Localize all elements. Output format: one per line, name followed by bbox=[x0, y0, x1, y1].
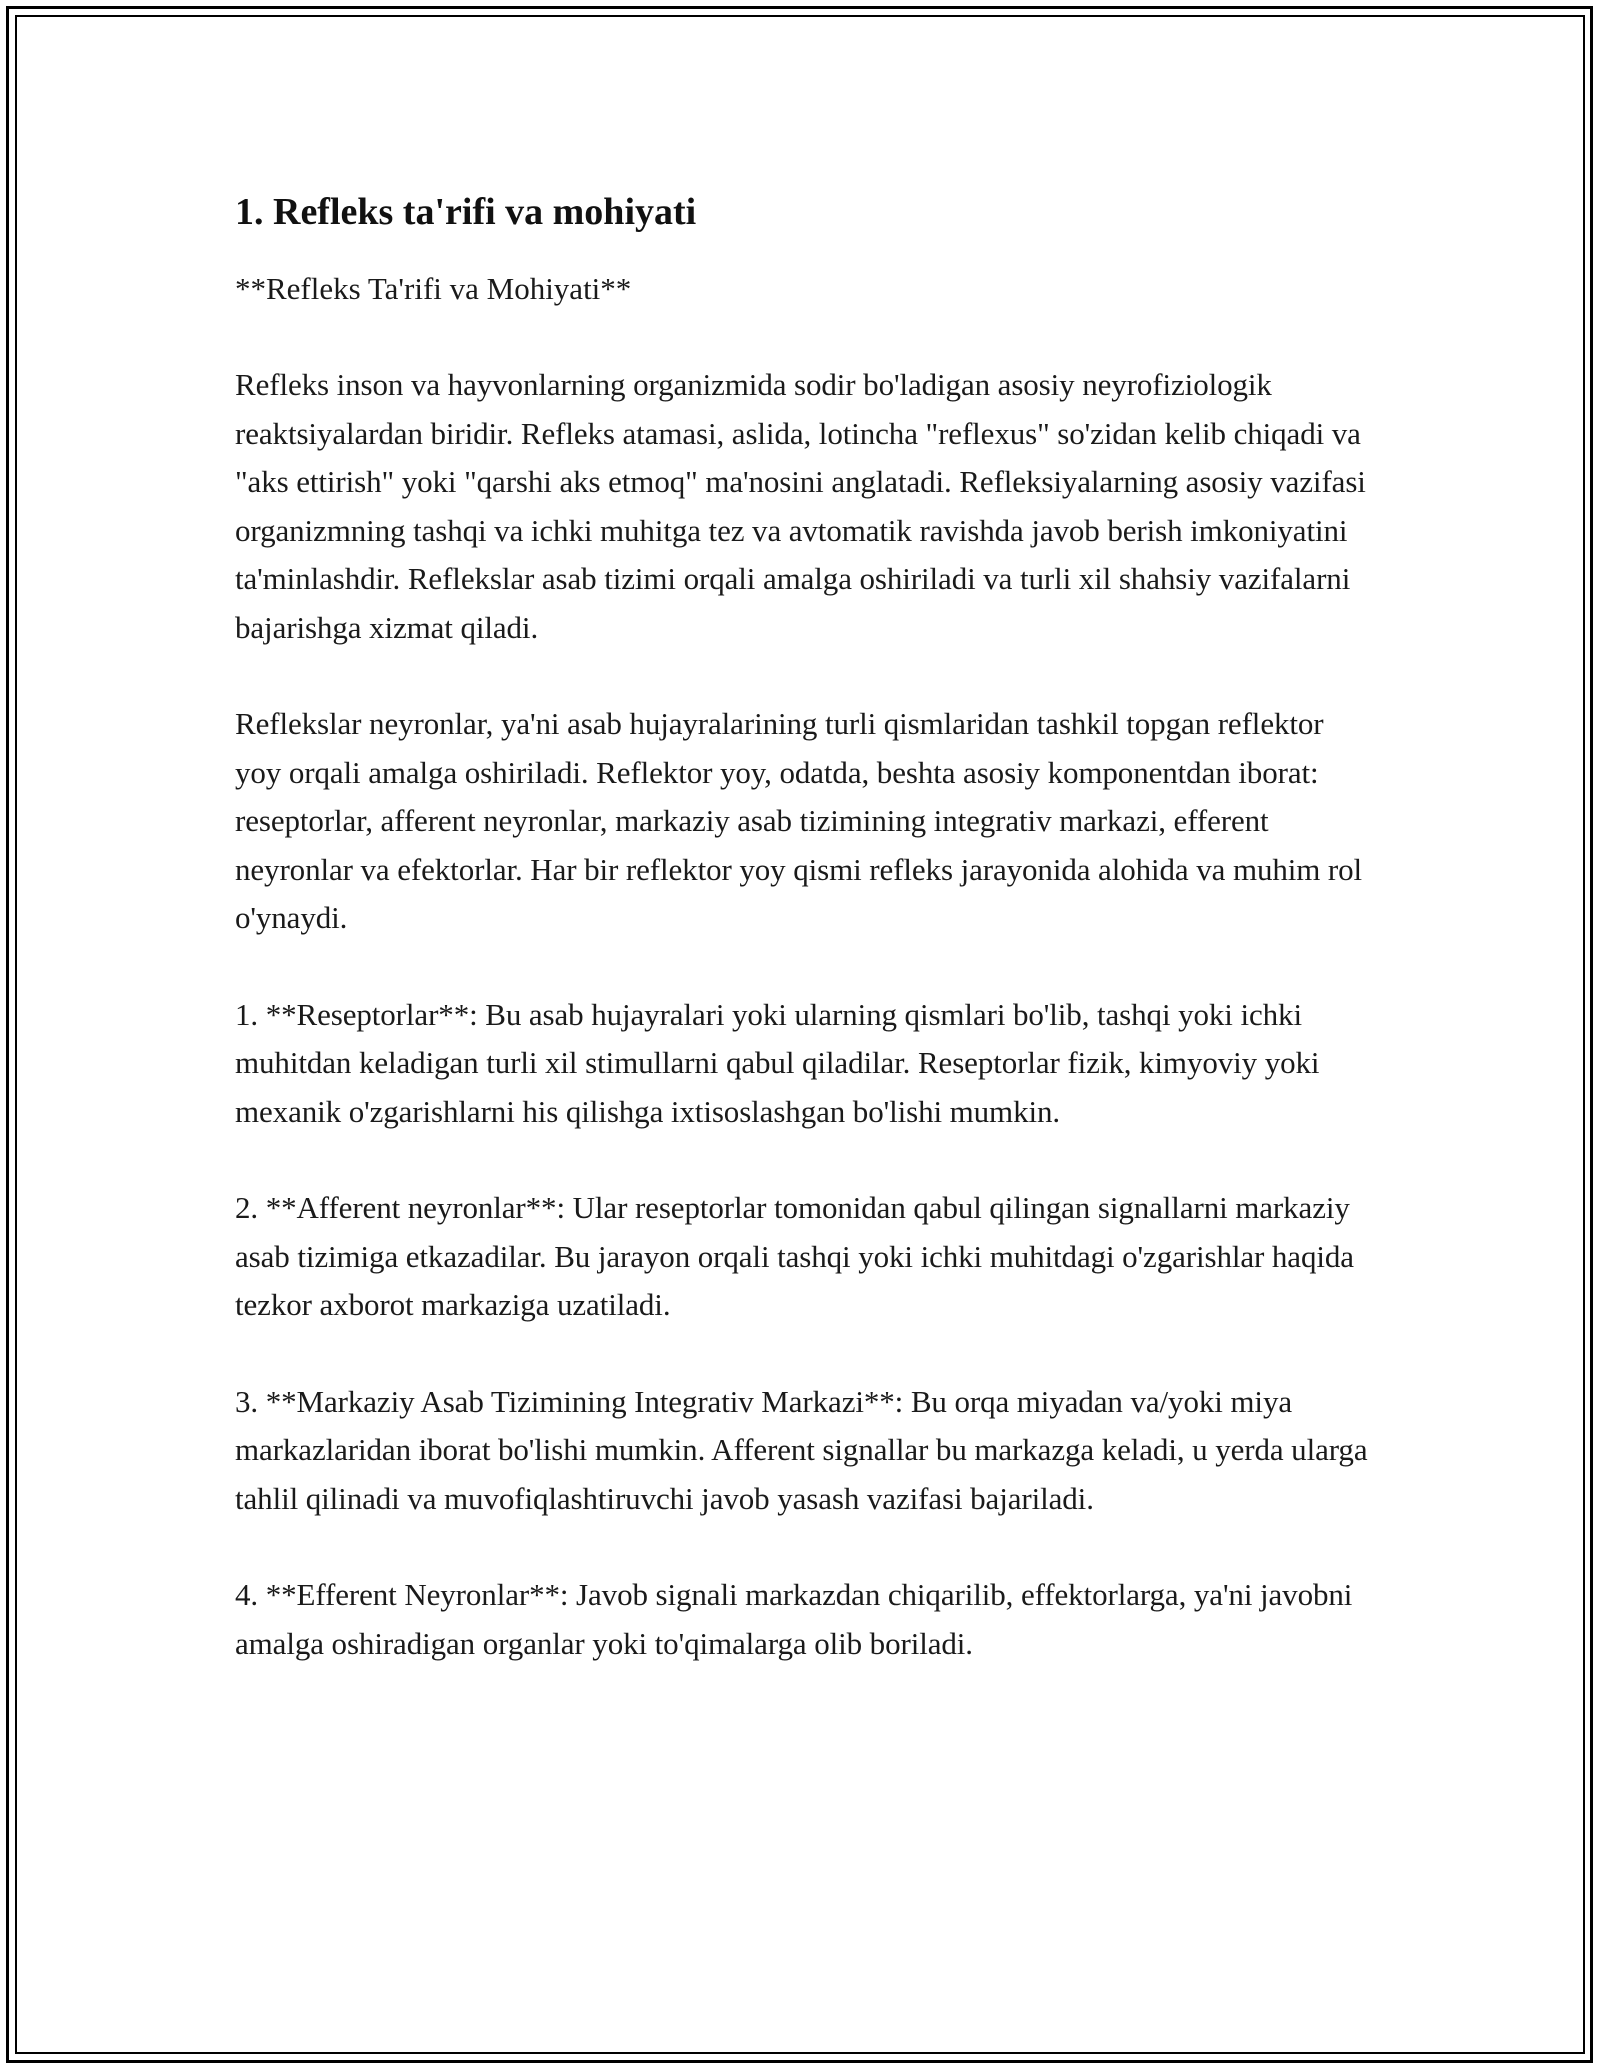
list-item-receptors: 1. **Reseptorlar**: Bu asab hujayralari yoki ularning qismlari bo'lib, tashqi yoki ichki muhitdan keladigan turli xil stimullarni qabul qiladilar. Reseptorlar fizik, kimyoviy yoki mexanik o'zgarishlarni his qilishga ixtisoslashgan bo'lishi mumkin. bbox=[235, 996, 1320, 1129]
paragraph-reflex-arc: Reflekslar neyronlar, ya'ni asab hujayralarining turli qismlaridan tashkil topgan reflektor yoy orqali amalga oshiriladi. Reflektor yoy, odatda, beshta asosiy komponentdan iborat: reseptorlar, afferent neyronlar, markaziy asab tizimining integrativ markazi, efferent neyronlar va efektorlar. Har bir reflektor yoy qismi refleks jarayonida alohida va muhim rol o'ynaydi. bbox=[235, 706, 1363, 935]
list-item-efferent-neurons: 4. **Efferent Neyronlar**: Javob signali markazdan chiqarilib, effektorlarga, ya'ni javobni amalga oshiradigan organlar yoki to'qimalarga olib boriladi. bbox=[235, 1577, 1353, 1661]
list-item-integrative-center: 3. **Markaziy Asab Tizimining Integrativ Markazi**: Bu orqa miyadan va/yoki miya markazlaridan iborat bo'lishi mumkin. Afferent signallar bu markazga keladi, u yerda ularga tahlil qilinadi va muvofiqlashtiruvchi javob yasash vazifasi bajariladi. bbox=[235, 1383, 1368, 1516]
paragraph-intro: Refleks inson va hayvonlarning organizmida sodir bo'ladigan asosiy neyrofiziologik reaktsiyalardan biridir. Refleks atamasi, aslida, lotincha "reflexus" so'zidan kelib chiqadi va "aks ettirish" yoki "qarshi aks etmoq" ma'nosini anglatadi. Refleksiyalarning asosiy vazifasi organizmning tashqi va ichki muhitga tez va avtomatik ravishda javob berish imkoniyatini ta'minlashdir. Reflekslar asab tizimi orqali amalga oshiriladi va turli xil shahsiy vazifalarni bajarishga xizmat qiladi. bbox=[235, 367, 1366, 645]
section-subtitle: **Refleks Ta'rifi va Mohiyati** bbox=[235, 271, 632, 306]
document-body bbox=[235, 186, 1375, 1716]
list-item-afferent-neurons: 2. **Afferent neyronlar**: Ular reseptorlar tomonidan qabul qilingan signallarni markaziy asab tizimiga etkazadilar. Bu jarayon orqali tashqi yoki ichki muhitdagi o'zgarishlar haqida tezkor axborot markaziga uzatiladi. bbox=[235, 1190, 1354, 1322]
section-heading: 1. Refleks ta'rifi va mohiyati bbox=[235, 191, 697, 233]
